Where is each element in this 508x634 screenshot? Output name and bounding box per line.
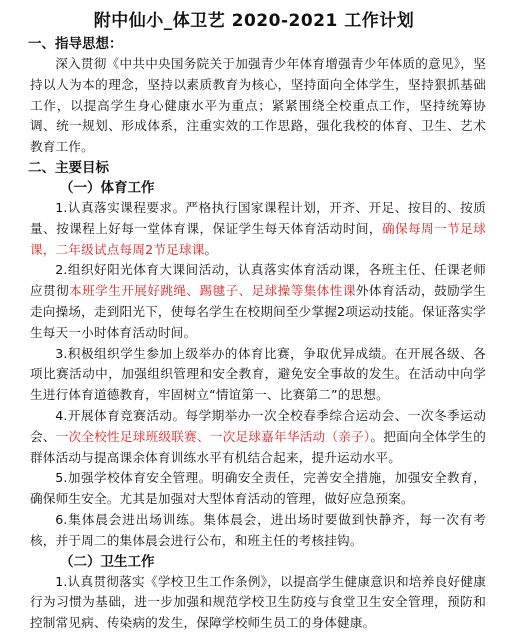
pe-item-4-highlight: 一次全校性足球班级联赛、一次足球嘉年华活动（亲子） <box>55 428 371 444</box>
pe-item-6 <box>0 510 508 552</box>
pe-item-2-end: 外体育活动，鼓励学生走向操场，走到阳光下，使每名学生在校期间至少掌握2项运动技能。保证落实学生每天一小时体育活动时间。 <box>30 283 486 340</box>
health-item-1 <box>0 572 508 634</box>
pe-item-6-text: 6.集体晨会进出场训练。集体晨会，进出场时要做到快静齐，每一次有考核，并于周二的集体晨会进行公布，和班主任的考核挂钩。 <box>30 511 486 548</box>
pe-item-5 <box>0 468 508 510</box>
pe-item-4 <box>0 406 508 468</box>
pe-item-1-highlight: 确保每周一节足球课，二年级试点每周2节足球课 <box>30 220 486 257</box>
pe-item-3-text: 3.积极组织学生参加上级举办的体育比赛，争取优异成绩。在开展各级、各项比赛活动中，加强组织管理和安全教育，避免安全事故的发生。在活动中向学生进行体育道德教育，牢固树立“情谊第一、比赛第二”的思想。 <box>30 345 486 403</box>
pe-item-1 <box>0 198 508 260</box>
pe-item-5-text: 5.加强学校体育安全管理。明确安全责任，完善安全措施，加强安全教育，确保师生安全。尤其是加强对大型体育活动的管理，做好应急预案。 <box>30 470 486 507</box>
document-title: 附中仙小_体卫艺 2020-2021 工作计划 <box>93 11 415 31</box>
pe-item-2 <box>0 260 508 343</box>
section-heading-main-goals: 二、主要目标 <box>28 159 109 176</box>
subsection-heading-pe: （一）体育工作 <box>60 179 155 196</box>
pe-item-2-highlight: 本班学生开展好跳绳、踢毽子、足球操等集体性课 <box>69 283 356 299</box>
pe-item-4-end: 。把面向全体学生的群体活动与提高课余体育训练水平有机结合起来，提升运动水平。 <box>30 428 486 465</box>
health-item-1-text: 1.认真贯彻落实《学校卫生工作条例》，以提高学生健康意识和培养良好健康行为习惯为基础，进一步加强和规范学校卫生防疫与食堂卫生安全管理，预防和控制常见病、传染病的发生，保障学校师生员工的身体健康。 <box>30 573 486 631</box>
pe-item-4-text: 4.开展体育竞赛活动。每学期举办一次全校春季综合运动会、一次冬季运动会、 <box>30 407 486 444</box>
pe-item-2-text: 2.组织好阳光体育大课间活动，认真落实体育活动课，各班主任、任课老师应贯彻 <box>30 262 486 299</box>
guiding-thought-paragraph: 深入贯彻《中共中央国务院关于加强青少年体育增强青少年体质的意见》，坚持以人为本的理念，坚持以素质教育为核心，坚持面向全体学生，坚持狠抓基础工作，以提高学生身心健康水平为重点；紧紧围绕全校重点工作，坚持统筹协调、统一规划、形成体系，注重实效的工作思路，强化我校的体育、卫生、艺术教育工作。 <box>30 56 486 155</box>
pe-item-1-text: 1.认真落实课程要求。严格执行国家课程计划，开齐、开足、按目的、按质量、按课程上好每一堂体育课，保证学生每天体育活动时间， <box>30 199 486 236</box>
subsection-heading-health: （二）卫生工作 <box>60 553 155 570</box>
section-heading-guiding-thought: 一、指导思想： <box>28 36 123 52</box>
pe-item-3 <box>0 344 508 406</box>
pe-item-1-end: 。 <box>204 241 218 257</box>
